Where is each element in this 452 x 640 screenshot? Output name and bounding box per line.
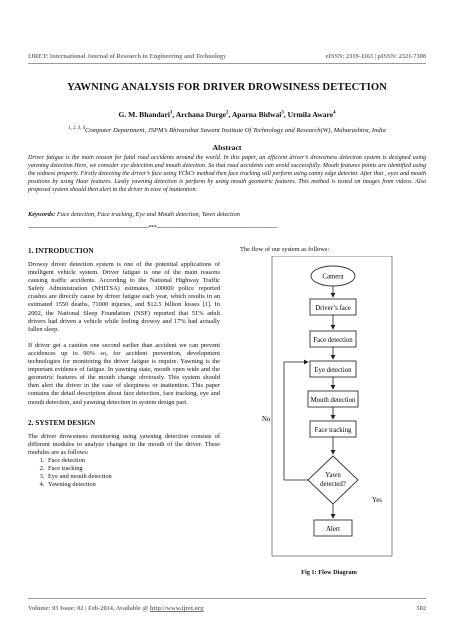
- footer-volume: [28, 605, 204, 612]
- page-footer: [28, 605, 426, 612]
- flow-label-face-detection: Face detection: [313, 337, 353, 344]
- journal-header: [28, 53, 426, 60]
- intro-heading: 1. INTRODUCTION: [28, 246, 94, 255]
- author-name: Aparna Bidwai: [231, 110, 282, 119]
- affiliation-text: Computer Department, JSPM’s Bhivarabai Sawant Institute Of Technology and Research(W), Maharashtra, India: [84, 127, 386, 135]
- flow-label-mouth-detection: Mouth detection: [310, 397, 356, 404]
- abstract-text: Driver fatigue is the main reason for fatal road accidents around the world. In this paper, an efficient driver’s drowsiness detection system is designed using yawning detection.Here, we consider eye detection and mouth detection. So that road accidents can avoid successfully. Mouth features points are identified using the redness property. Firstly detecting the driver’s face using YCbCr method then face tracking will perform using canny edge detector. After that , eyes and mouth positions by using Haar features. Lastly yawning detection is perform by using mouth geometric features. This method is tested on images from videos. Also proposed system should then alert to the driver in case of inattention.: [28, 155, 426, 193]
- header-rule: [28, 63, 426, 64]
- author-name: G. M. Bhandari: [118, 110, 170, 119]
- section-separator: -----------------------------------------------------------------------***-----------------------------------------------------------------------: [28, 225, 278, 231]
- flow-label-yes: Yes: [372, 497, 382, 504]
- author-sup: 3: [281, 110, 284, 116]
- flow-arrow-no: [284, 362, 308, 480]
- author-sup: 4: [333, 110, 336, 116]
- page-number: 502: [416, 605, 426, 612]
- design-paragraph: The driver drowsiness monitoring using yawning detection consists of different modules to analyze changes in the mouth of the driver. These modules are as follows:: [28, 432, 220, 456]
- intro-paragraph-1: Drowsy driver detection system is one of the potential applications of intelligent vehicle system. Driver fatigue is one of the main reasons causing traffic accidents. According to the National Highway Traffic Safety Administration (NHITSA) estimates, 100000 police reported crashes are directly cause by driver fatigue each year, which results in an estimated 1550 deaths, 71000 injuries, and $12.5 billion losses [1]. In 2002, the National Sleep Foundation (NSF) reported that 51% adult drivers had driven a vehicle while feeling drowsy and 17% had actually fallen sleep.: [28, 261, 220, 333]
- footer-volume-text: Volume: 03 Issue: 02 | Feb-2014, Available @: [28, 605, 149, 612]
- journal-issn: eISSN: 2319-1163 | pISSN: 2321-7308: [325, 53, 426, 60]
- list-item: 3. Eye and mouth detection: [46, 473, 220, 481]
- list-item: 4. Yawning detection: [46, 481, 220, 489]
- author-sup: 1: [169, 110, 173, 116]
- author-name: Archana Durge: [175, 110, 227, 119]
- author-name: Urmila Aware: [287, 110, 334, 119]
- flow-label-yawn-2: detected?: [320, 481, 346, 488]
- figure-caption: Fig 1: Flow Diagram: [301, 569, 357, 576]
- flow-label-yawn-1: Yawn: [325, 472, 341, 479]
- flow-node-yawn-decision: [308, 456, 358, 504]
- flow-intro: The flow of our system as follows:: [240, 246, 330, 253]
- flow-label-drivers-face: Driver’s face: [315, 305, 351, 312]
- list-item: 1. Face detection: [46, 457, 220, 465]
- design-heading: 2. SYSTEM DESIGN: [28, 417, 96, 427]
- footer-rule: [28, 598, 426, 599]
- keywords-text: Face detection, Face tracking, Eye and Mouth detection, Yawn detection: [56, 211, 240, 218]
- keywords-label: Keywords:: [28, 211, 56, 218]
- author-list: G. M. Bhandari$^1$, Archana Durge$^2$, Aparna Bidwai$^3$, Urmila Aware$^4$: [118, 110, 336, 119]
- intro-paragraph-2: If driver get a caution one second earlier than accident we can prevent accidences up to 90% so, for accident prevention, development technologies for monitoring the driver fatigue is require. Yawning is the important evidence of fatigue. In yawning state, mouth open wide and the geometric features of the mouth change obviously. This system should then alert the driver in the case of sleepiness or inattention. This paper contains the detail description about face detection, face tracking, eye and mouth detection, and yawning detection in system design part.: [28, 341, 220, 406]
- left-column: [28, 246, 220, 489]
- author-sup: 2: [226, 110, 229, 116]
- module-list: [28, 457, 220, 489]
- flow-label-eye-detection: Eye detection: [314, 367, 352, 374]
- flow-label-alert: Alert: [326, 526, 340, 533]
- list-item: 2. Face tracking: [46, 465, 220, 473]
- paper-title: YAWNING ANALYSIS FOR DRIVER DROWSINESS DETECTION: [67, 82, 387, 93]
- flow-label-camera: Camera: [322, 273, 344, 281]
- journal-name: IJRET: International Journal of Research in Engineering and Technology: [28, 53, 227, 60]
- keywords: [28, 211, 426, 218]
- affiliation: [28, 126, 426, 134]
- flow-label-face-tracking: Face tracking: [314, 427, 352, 434]
- flow-label-no: No: [262, 416, 271, 423]
- abstract-heading: Abstract: [212, 143, 242, 152]
- footer-link[interactable]: http://www.ijret.org: [149, 605, 204, 612]
- flow-diagram: [232, 256, 426, 561]
- affiliation-sup: 1, 2, 3, 4: [68, 126, 85, 131]
